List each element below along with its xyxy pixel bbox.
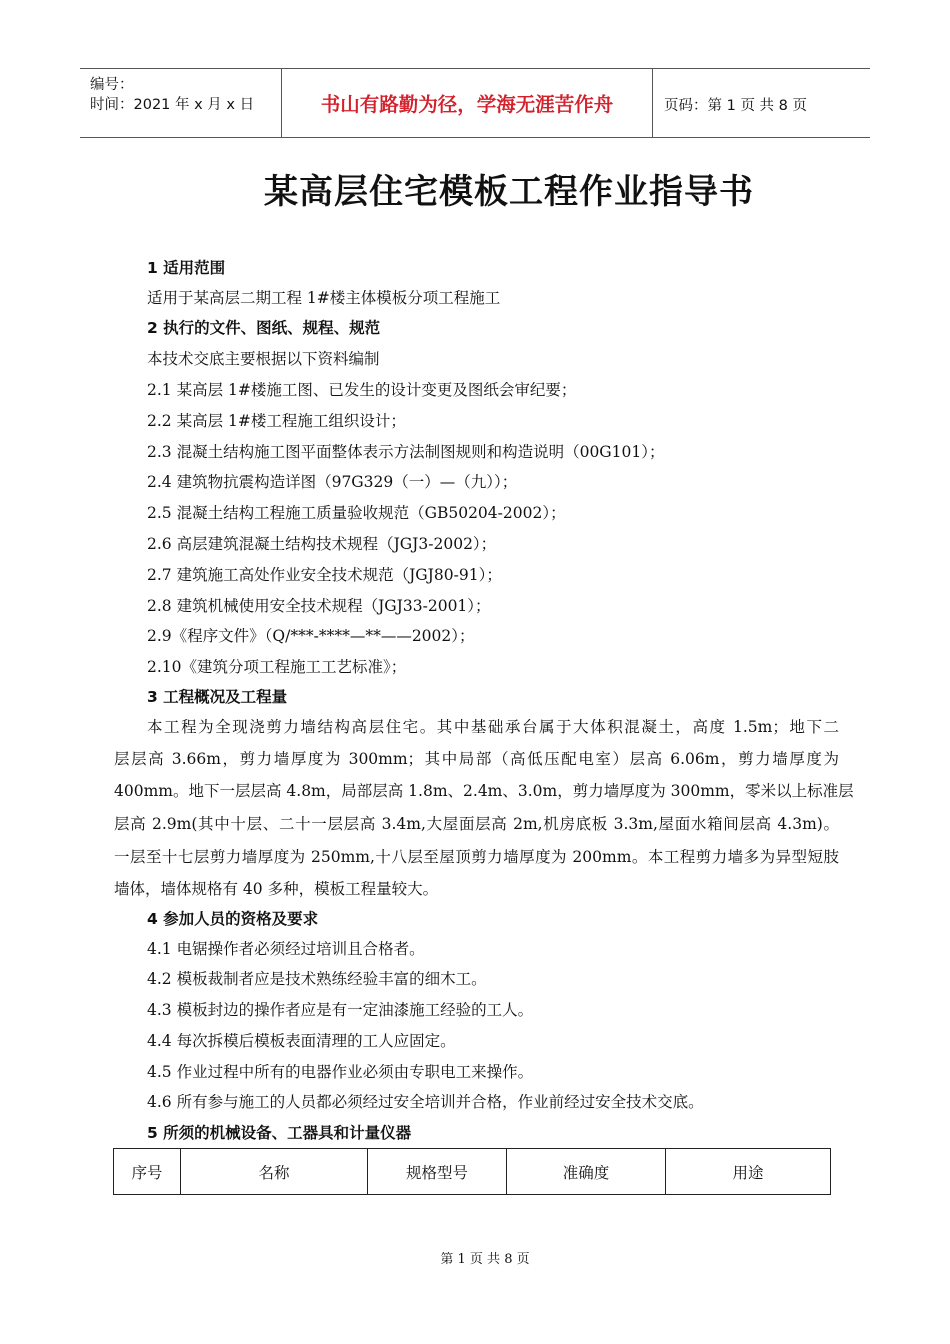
- list-item: 4.5 作业过程中所有的电器作业必须由专职电工来操作。: [147, 1063, 534, 1081]
- header-motto: 书山有路勤为径，学海无涯苦作舟: [281, 69, 653, 137]
- section-heading-4: 4 参加人员的资格及要求: [147, 910, 319, 928]
- header-meta: [80, 69, 280, 137]
- list-item: 2.3 混凝土结构施工图平面整体表示方法制图规则和构造说明（00G101）；: [147, 443, 665, 461]
- list-item: 2.5 混凝土结构工程施工质量验收规范（GB50204-2002）；: [147, 504, 566, 522]
- paragraph-line: 本工程为全现浇剪力墙结构高层住宅。其中基础承台属于大体积混凝土，高度 1.5m；地下二: [147, 718, 839, 736]
- list-item: 2.1 某高层 1#楼施工图、已发生的设计变更及图纸会审纪要；: [147, 381, 577, 399]
- time-label: 时间：2021 年 x 月 x 日: [90, 97, 255, 113]
- list-item: 2.9《程序文件》（Q/***-****—**——2002）；: [147, 627, 475, 645]
- section-heading-3: 3 工程概况及工程量: [147, 688, 288, 706]
- list-item: 4.2 模板裁制者应是技术熟练经验丰富的细木工。: [147, 970, 487, 988]
- section-heading-5: 5 所须的机械设备、工器具和计量仪器: [147, 1124, 412, 1142]
- paragraph-line: 墙体，墙体规格有 40 多种，模板工程量较大。: [114, 880, 439, 898]
- paragraph-line: 层高 2.9m(其中十层、二十一层层高 3.4m,大屋面层高 2m,机房底板 3.3m,屋面水箱间层高 4.3m)。: [114, 815, 839, 833]
- document-title: 某高层住宅模板工程作业指导书: [264, 172, 754, 212]
- table-header-cell: 规格型号: [368, 1149, 507, 1195]
- number-label: 编号：: [90, 77, 134, 93]
- equipment-table: [113, 1148, 831, 1195]
- list-item: 2.8 建筑机械使用安全技术规程（JGJ33-2001）；: [147, 597, 491, 615]
- table-header-row: [114, 1149, 831, 1195]
- table-header-cell: 序号: [114, 1149, 181, 1195]
- list-item: 4.1 电锯操作者必须经过培训且合格者。: [147, 940, 425, 958]
- list-item: 2.10《建筑分项工程施工工艺标准》；: [147, 658, 407, 676]
- section-2-intro: 本技术交底主要根据以下资料编制: [147, 350, 380, 368]
- list-item: 2.6 高层建筑混凝土结构技术规程（JGJ3-2002）；: [147, 535, 497, 553]
- list-item: 2.4 建筑物抗震构造详图（97G329（一）—（九））；: [147, 473, 518, 491]
- paragraph-line: 层层高 3.66m，剪力墙厚度为 300mm；其中局部（高低压配电室）层高 6.06m，剪力墙厚度为: [114, 750, 839, 768]
- section-heading-2: 2 执行的文件、图纸、规程、规范: [147, 319, 381, 337]
- list-item: 2.2 某高层 1#楼工程施工组织设计；: [147, 412, 406, 430]
- list-item: 4.3 模板封边的操作者应是有一定油漆施工经验的工人。: [147, 1001, 534, 1019]
- header-page-info: 页码：第 1 页 共 8 页: [664, 98, 807, 114]
- paragraph-line: 400mm。地下一层层高 4.8m，局部层高 1.8m、2.4m、3.0m，剪力墙厚度为 300mm，零米以上标准层: [114, 782, 854, 800]
- section-1-text: 适用于某高层二期工程 1#楼主体模板分项工程施工: [147, 289, 501, 307]
- section-heading-1: 1 适用范围: [147, 259, 226, 277]
- list-item: 2.7 建筑施工高处作业安全技术规范（JGJ80-91）；: [147, 566, 502, 584]
- page-header: [80, 68, 870, 138]
- list-item: 4.4 每次拆模后模板表面清理的工人应固定。: [147, 1032, 456, 1050]
- table-header-cell: 名称: [181, 1149, 368, 1195]
- page-footer: 第 1 页 共 8 页: [440, 1252, 530, 1267]
- table-header-cell: 用途: [666, 1149, 831, 1195]
- table-header-cell: 准确度: [507, 1149, 666, 1195]
- paragraph-line: 一层至十七层剪力墙厚度为 250mm,十八层至屋顶剪力墙厚度为 200mm。本工程剪力墙多为异型短肢: [114, 848, 839, 866]
- list-item: 4.6 所有参与施工的人员都必须经过安全培训并合格，作业前经过安全技术交底。: [147, 1093, 704, 1111]
